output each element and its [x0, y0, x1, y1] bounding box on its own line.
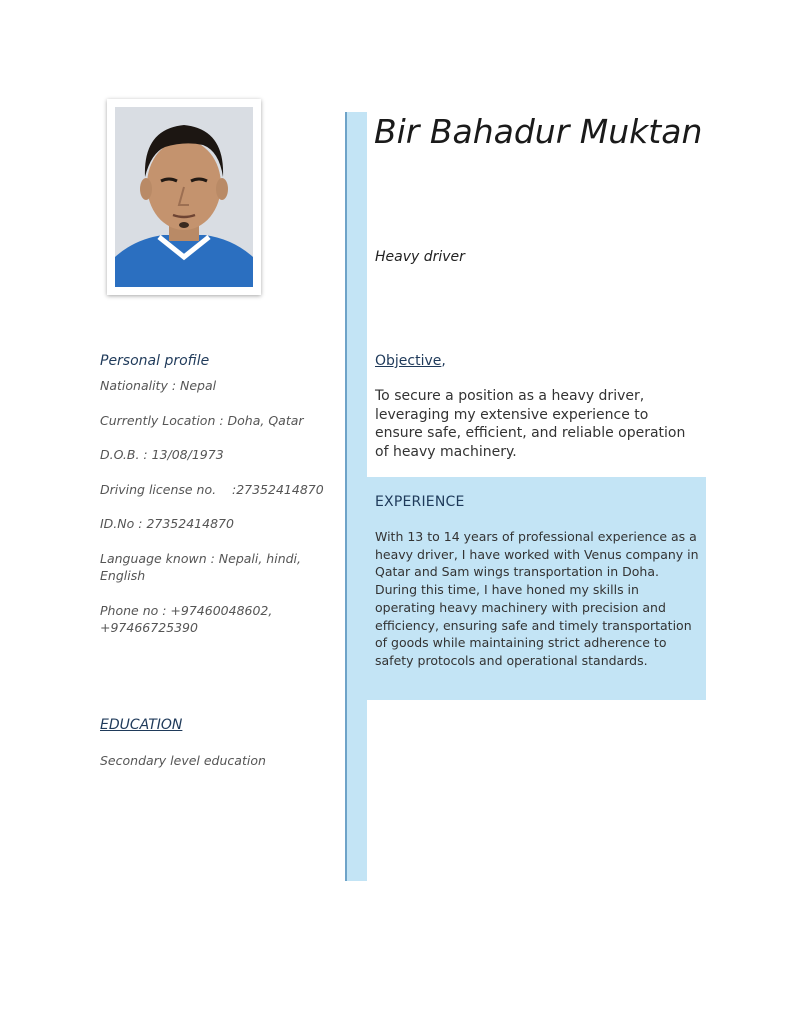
education-item: Secondary level education [100, 753, 266, 768]
driving-license-line: Driving license no. :27352414870 [100, 482, 324, 497]
portrait-image [115, 107, 253, 287]
candidate-name: Bir Bahadur Muktan [374, 112, 703, 151]
job-title: Heavy driver [375, 249, 465, 265]
dob-line: D.O.B. : 13/08/1973 [100, 447, 224, 462]
phone-line: Phone no : +97460048602, +97466725390 [100, 603, 273, 635]
accent-vertical-bar [345, 112, 367, 881]
education-heading: EDUCATION [100, 717, 183, 733]
objective-text: To secure a position as a heavy driver, leveraging my extensive experience to ensure safe, efficient, and reliable operation of heavy machinery. [375, 388, 686, 460]
id-number-line: ID.No : 27352414870 [100, 516, 234, 531]
languages-line: Language known : Nepali, hindi, English [100, 551, 302, 583]
objective-heading [375, 353, 446, 369]
nationality-line: Nationality : Nepal [100, 378, 217, 393]
profile-photo [107, 99, 261, 295]
personal-profile-heading: Personal profile [100, 353, 210, 369]
objective-heading-text: Objective [375, 353, 442, 369]
experience-heading: EXPERIENCE [375, 494, 465, 510]
objective-heading-comma: , [441, 353, 446, 369]
location-line: Currently Location : Doha, Qatar [100, 413, 304, 428]
experience-text: With 13 to 14 years of professional experience as a heavy driver, I have worked with Venus company in Qatar and Sam wings transportation in Doha. During this time, I have honed my skills in operating heavy machinery with precision and efficiency, ensuring safe and timely transportation of goods while maintaining strict adherence to safety protocols and operational standards. [375, 529, 699, 668]
